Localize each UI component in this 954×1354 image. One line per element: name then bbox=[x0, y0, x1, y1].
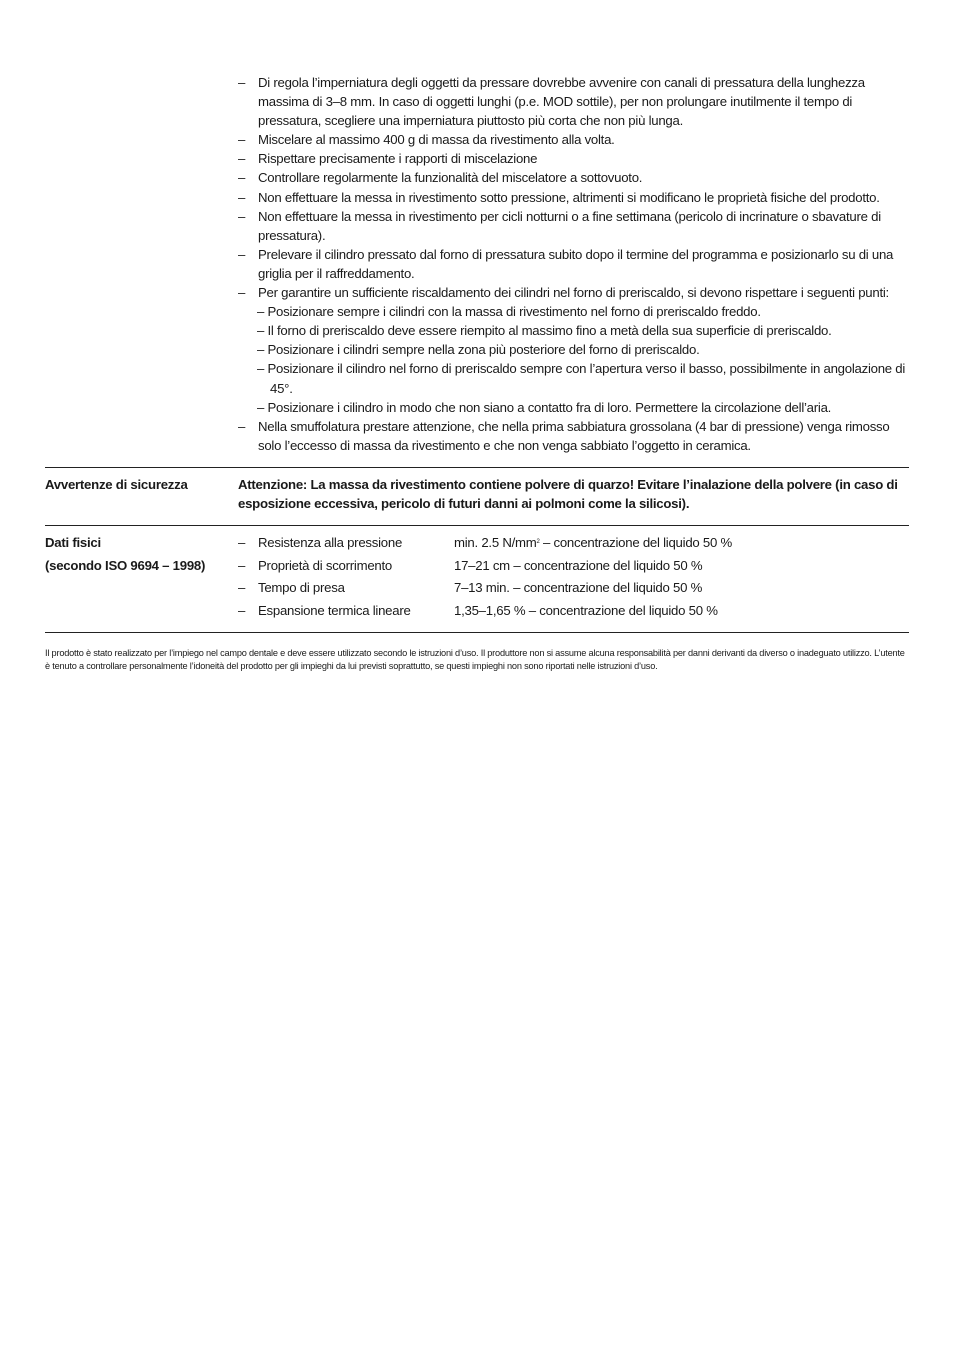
property-name: Proprietà di scorrimento bbox=[258, 557, 392, 573]
dash-marker: – bbox=[238, 557, 246, 573]
sub-list-item: – Il forno di preriscaldo deve essere riempito al massimo fino a metà della sua superficie di preriscaldo. bbox=[257, 323, 832, 339]
physical-data-section bbox=[45, 526, 909, 632]
list-item: – Nella smuffolatura prestare attenzione, che nella prima sabbiatura grossolana (4 bar di pressione) venga rimosso solo l’eccesso di massa da rivestimento e che non venga sabbiato l’oggetto in ceramica. bbox=[238, 417, 909, 455]
physical-label-title: Dati fisici bbox=[45, 535, 101, 551]
list-item: – Per garantire un sufficiente riscaldamento dei cilindri nel forno di preriscaldo, si devono rispettare i seguenti punti: bbox=[238, 283, 909, 302]
physical-label-standard: (secondo ISO 9694 – 1998) bbox=[45, 557, 206, 573]
physical-data-row bbox=[238, 600, 909, 623]
disclaimer-footer: Il prodotto è stato realizzato per l’impiego nel campo dentale e deve essere utilizzato secondo le istruzioni d’uso. Il produttore non si assume alcuna responsabilità per danni derivanti da diverso o inadeguato utilizzo. L’utente è tenuto a controllare personalmente l’idoneità del prodotto per gli impieghi da lui previsti soprattutto, se questi impieghi non sono riportati nelle istruzioni d’uso. bbox=[45, 648, 905, 671]
list-item: – Controllare regolarmente la funzionalità del miscelatore a sottovuoto. bbox=[238, 168, 909, 187]
dash-marker: – bbox=[238, 535, 246, 551]
dash-marker: – bbox=[238, 580, 246, 596]
list-item: – Rispettare precisamente i rapporti di miscelazione bbox=[238, 149, 909, 168]
superscript: 2 bbox=[536, 539, 540, 546]
instruction-list bbox=[238, 73, 909, 455]
physical-data-row bbox=[238, 577, 909, 600]
sub-list-item: – Posizionare sempre i cilindri con la massa di rivestimento nel forno di preriscaldo freddo. bbox=[257, 304, 761, 320]
property-name: Espansione termica lineare bbox=[258, 602, 411, 618]
property-name: Resistenza alla pressione bbox=[258, 535, 403, 551]
property-value: 17–21 cm – concentrazione del liquido 50 % bbox=[454, 557, 703, 573]
physical-data-row bbox=[238, 532, 909, 555]
list-item: – Non effettuare la messa in rivestimento per cicli notturni o a fine settimana (pericolo di incrinature o sbavature di pressatura). bbox=[238, 207, 909, 245]
property-value: 7–13 min. – concentrazione del liquido 50 % bbox=[454, 580, 703, 596]
dash-marker: – bbox=[238, 602, 246, 618]
sub-list-item: – Posizionare il cilindro nel forno di preriscaldo sempre con l’apertura verso il basso, possibilmente in angolazione di 45°. bbox=[257, 361, 906, 396]
list-item: – Prelevare il cilindro pressato dal forno di pressatura subito dopo il termine del programma e posizionarlo su di una griglia per il raffreddamento. bbox=[238, 245, 909, 283]
property-name: Tempo di presa bbox=[258, 580, 345, 596]
document-page bbox=[45, 73, 909, 672]
list-item: – Non effettuare la messa in rivestimento sotto pressione, altrimenti si modificano le proprietà fisiche del prodotto. bbox=[238, 188, 909, 207]
list-item: – Di regola l’imperniatura degli oggetti da pressare dovrebbe avvenire con canali di pressatura della lunghezza massima di 3–8 mm. In caso di oggetti lunghi (p.e. MOD sottile), per non prolungare inutilmente il tempo di pressatura, scegliere una imperniatura piuttosto più corta che non più lunga. bbox=[238, 73, 909, 130]
property-value: min. 2.5 $N/mm^2$ – concentrazione del liquido 50 % bbox=[454, 535, 732, 551]
safety-label: Avvertenze di sicurezza bbox=[45, 476, 188, 492]
section-divider bbox=[45, 632, 909, 633]
safety-section bbox=[45, 468, 909, 525]
sub-list-item: – Posizionare i cilindro in modo che non siano a contatto fra di loro. Permettere la circolazione dell’aria. bbox=[257, 399, 832, 415]
physical-data-list bbox=[238, 532, 909, 622]
safety-warning: Attenzione: La massa da rivestimento contiene polvere di quarzo! Evitare l’inalazione della polvere (in caso di esposizione eccessiva, pericolo di futuri danni ai polmoni come la silicosi). bbox=[238, 476, 898, 511]
physical-data-row bbox=[238, 555, 909, 578]
property-value: 1,35–1,65 % – concentrazione del liquido 50 % bbox=[454, 602, 718, 618]
physical-label bbox=[45, 532, 238, 622]
sub-list-item: – Posizionare i cilindri sempre nella zona più posteriore del forno di preriscaldo. bbox=[257, 342, 700, 358]
list-item: – Miscelare al massimo 400 g di massa da rivestimento alla volta. bbox=[238, 130, 909, 149]
